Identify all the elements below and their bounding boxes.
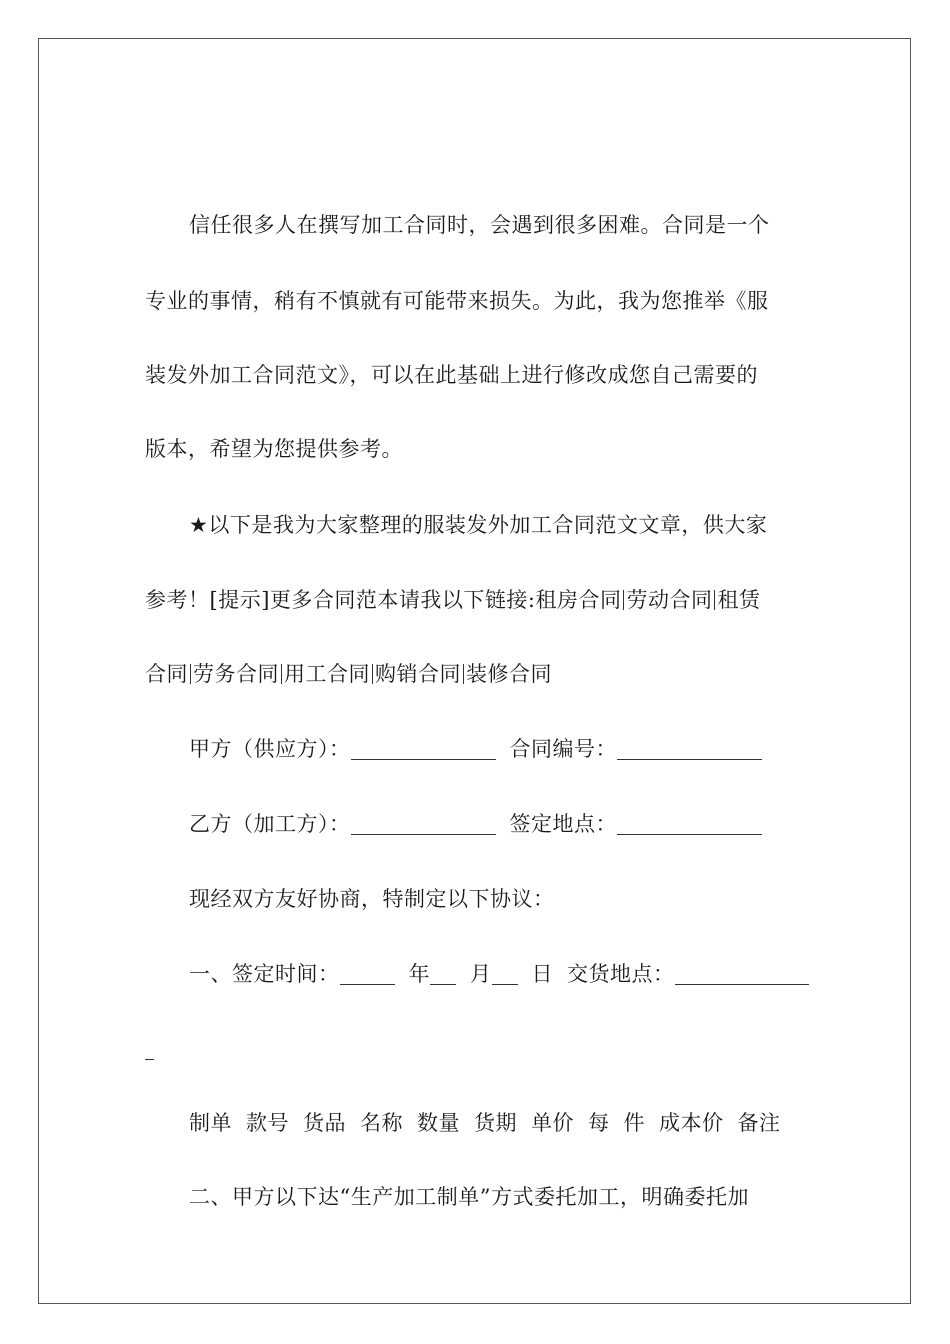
notice-line-2 xyxy=(145,585,760,615)
link-employment[interactable]: 用工合同 xyxy=(284,662,370,686)
col-per: 每 xyxy=(588,1111,610,1135)
party-b-label: 乙方（加工方）： xyxy=(189,812,351,836)
month-blank[interactable] xyxy=(430,962,456,985)
notice-prefix: 参考！[提示]更多合同范本请我以下链接: xyxy=(145,588,536,612)
party-a-line xyxy=(189,734,762,764)
col-quantity: 数量 xyxy=(417,1111,460,1135)
link-labor[interactable]: 劳动合同 xyxy=(626,588,713,612)
star-icon: ★ xyxy=(189,513,209,537)
delivery-place-blank-cont[interactable] xyxy=(145,1037,154,1060)
col-goods: 货品 xyxy=(303,1111,346,1135)
clause-2-line: 二、甲方以下达“生产加工制单”方式委托加工，明确委托加 xyxy=(189,1185,749,1209)
day-label: 日 xyxy=(531,962,553,986)
intro-line-1: 信任很多人在撰写加工合同时，会遇到很多困难。合同是一个 xyxy=(189,213,770,237)
delivery-place-label: 交货地点： xyxy=(567,962,675,986)
col-remarks: 备注 xyxy=(737,1111,781,1135)
delivery-place-blank[interactable] xyxy=(675,962,809,985)
col-name: 名称 xyxy=(360,1111,403,1135)
link-separator xyxy=(623,590,624,610)
sign-place-blank[interactable] xyxy=(617,812,762,835)
link-decoration[interactable]: 装修合同 xyxy=(466,662,552,686)
link-separator xyxy=(714,590,715,610)
col-order: 制单 xyxy=(189,1111,232,1135)
party-b-line xyxy=(189,809,762,839)
col-delivery-date: 货期 xyxy=(474,1111,517,1135)
link-service[interactable]: 劳务合同 xyxy=(193,662,279,686)
link-separator xyxy=(190,664,191,684)
link-separator xyxy=(463,664,464,684)
link-lease-part2[interactable]: 合同 xyxy=(145,662,188,686)
intro-line-3: 装发外加工合同范文》，可以在此基础上进行修改成您自己需要的 xyxy=(145,363,758,387)
clause-1-overflow xyxy=(145,1034,154,1064)
party-b-blank[interactable] xyxy=(351,812,496,835)
party-a-label: 甲方（供应方）： xyxy=(189,737,351,761)
contract-no-blank[interactable] xyxy=(617,737,762,760)
month-label: 月 xyxy=(470,962,492,986)
year-blank[interactable] xyxy=(340,962,395,985)
link-separator xyxy=(281,664,282,684)
col-unit-price: 单价 xyxy=(531,1111,574,1135)
col-cost: 成本价 xyxy=(659,1111,724,1135)
intro-line-2: 专业的事情，稍有不慎就有可能带来损失。为此，我为您推举《服 xyxy=(145,289,769,313)
col-style-no: 款号 xyxy=(246,1111,289,1135)
sign-place-label: 签定地点： xyxy=(509,812,617,836)
day-blank[interactable] xyxy=(492,962,518,985)
contract-no-label: 合同编号： xyxy=(509,737,617,761)
notice-line-3 xyxy=(145,659,552,689)
sign-time-label: 一、签定时间： xyxy=(189,962,340,986)
agreement-intro: 现经双方友好协商，特制定以下协议： xyxy=(189,887,555,911)
link-separator xyxy=(372,664,373,684)
notice-text: 以下是我为大家整理的服装发外加工合同范文文章，供大家 xyxy=(208,513,768,537)
table-header-row xyxy=(189,1108,781,1138)
notice-line-1 xyxy=(189,510,767,540)
clause-1-line xyxy=(189,959,809,989)
link-purchase[interactable]: 购销合同 xyxy=(375,662,461,686)
intro-line-4: 版本，希望为您提供参考。 xyxy=(145,437,403,461)
col-piece: 件 xyxy=(623,1111,645,1135)
link-rent[interactable]: 租房合同 xyxy=(535,588,622,612)
link-lease-part1[interactable]: 租赁 xyxy=(717,588,761,612)
year-label: 年 xyxy=(408,962,430,986)
party-a-blank[interactable] xyxy=(351,737,496,760)
